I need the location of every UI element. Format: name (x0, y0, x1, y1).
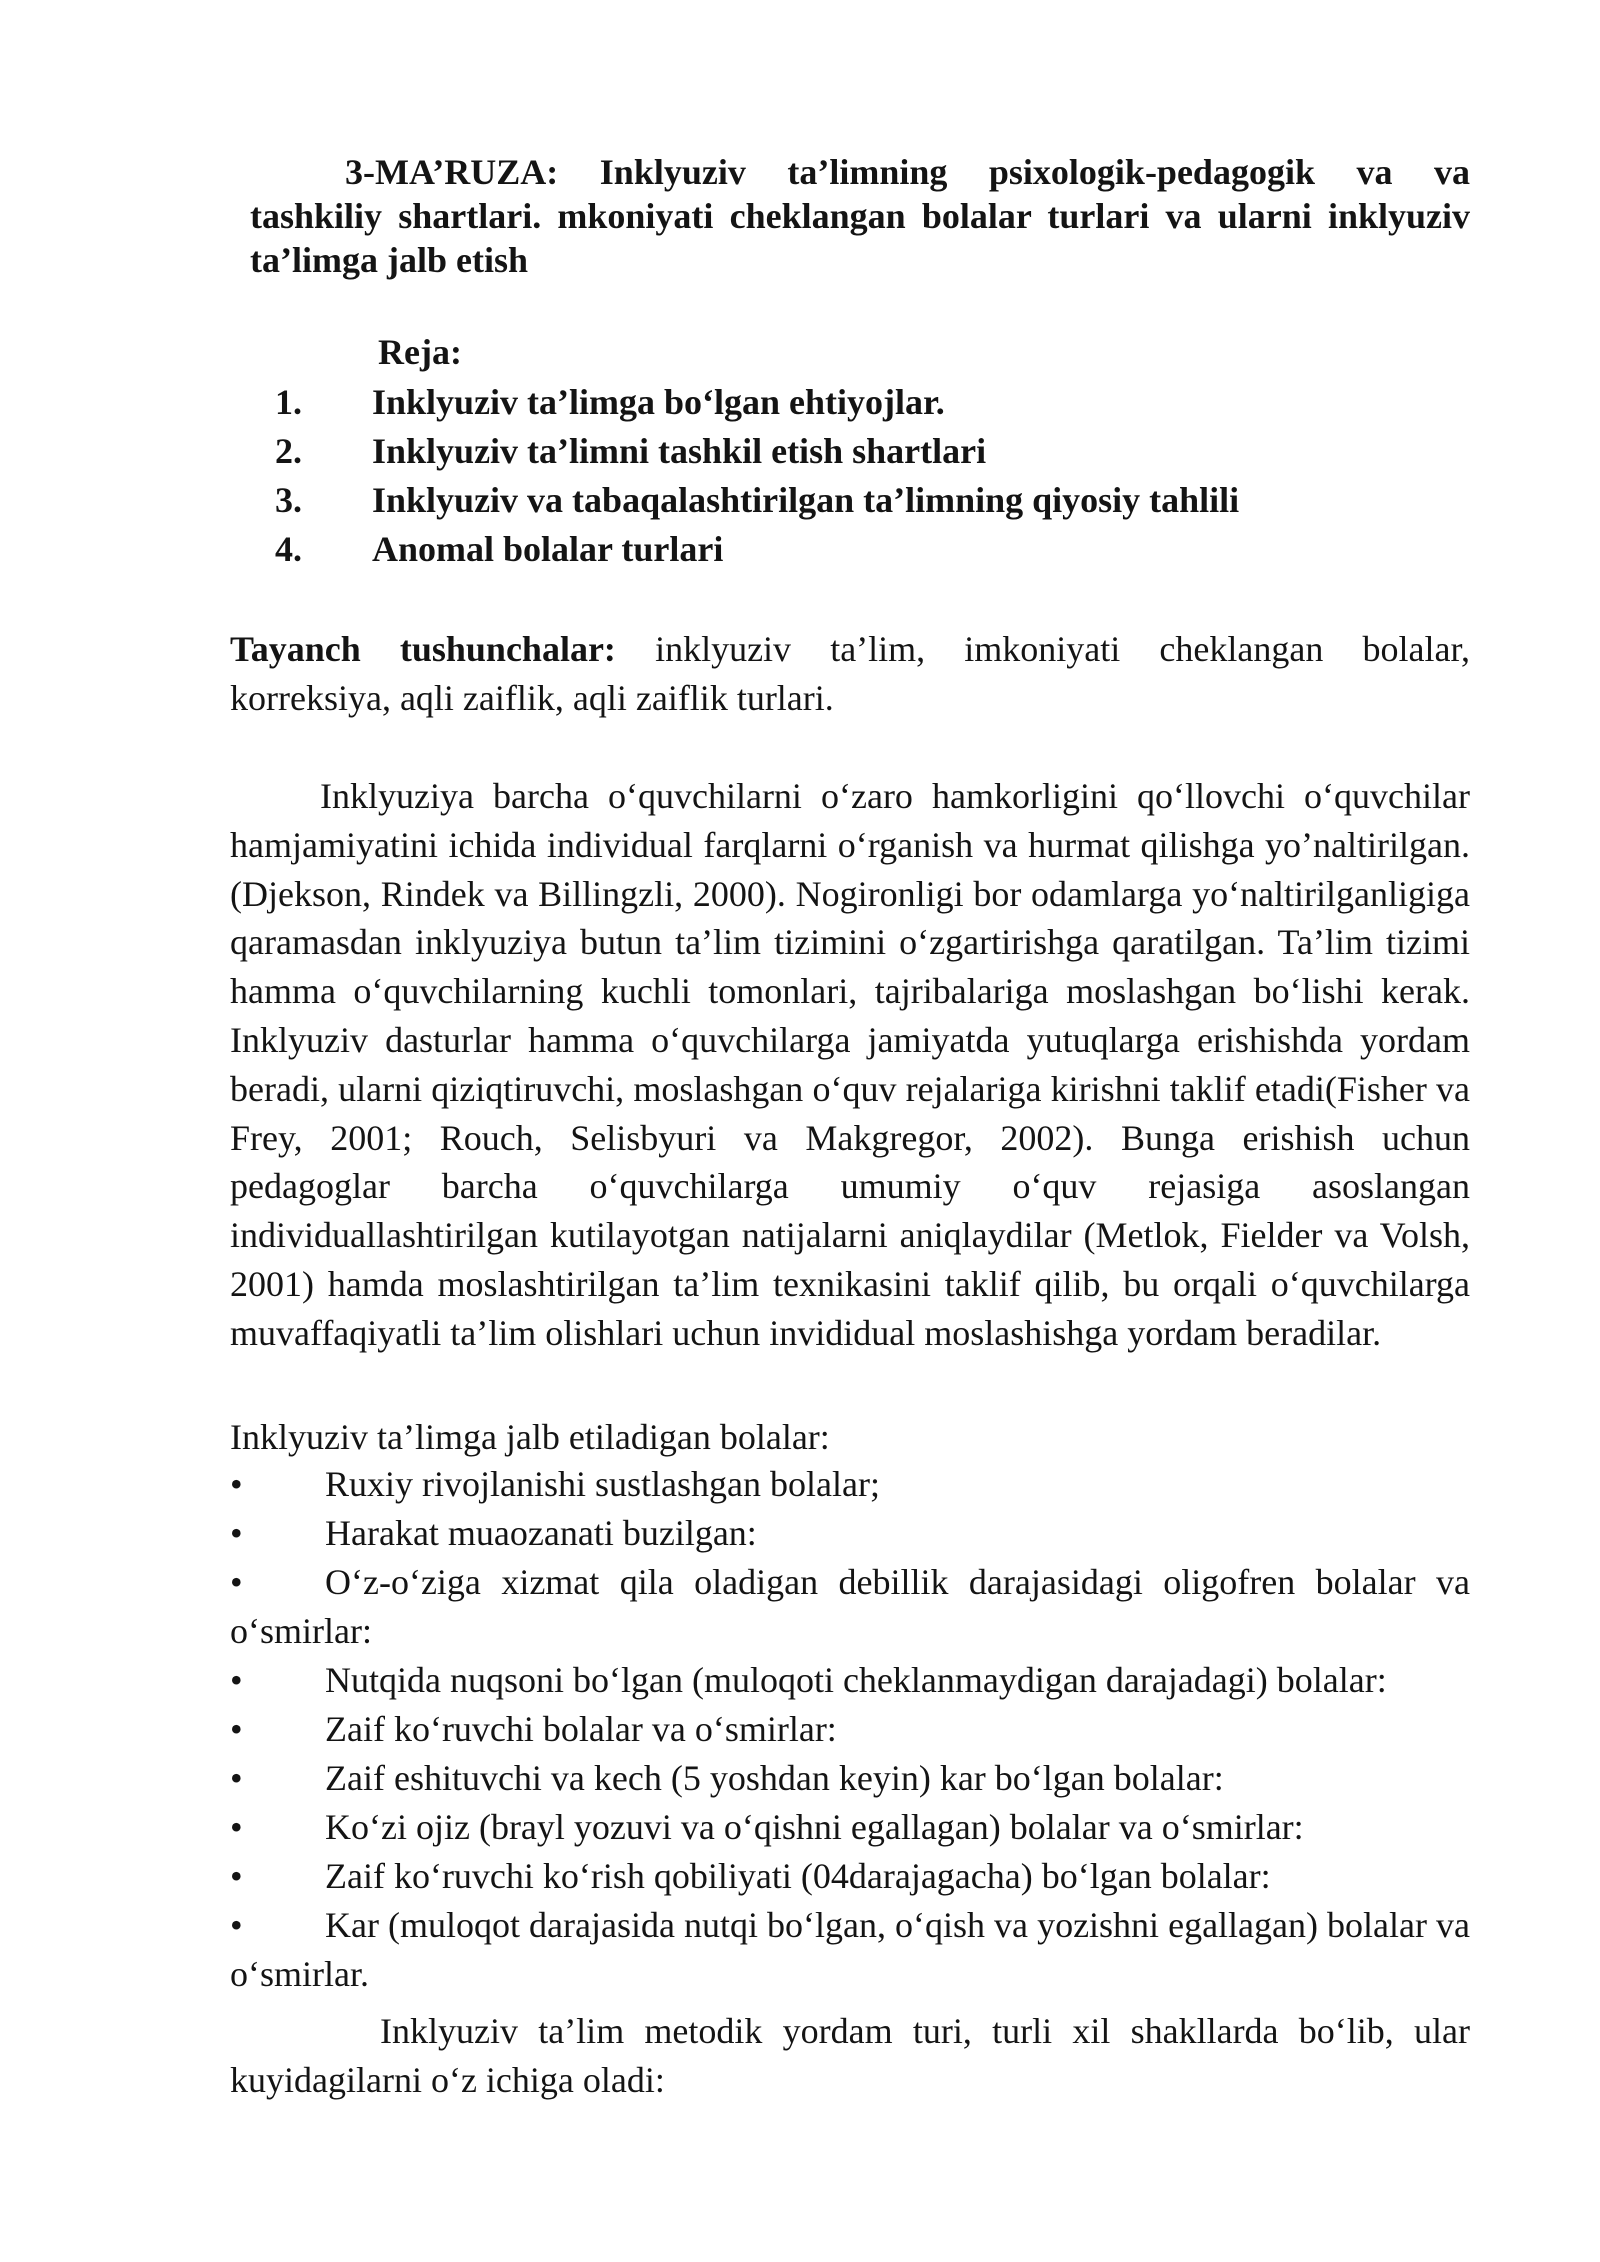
plan-item-text: Anomal bolalar turlari (372, 529, 724, 569)
plan-list (275, 378, 1475, 574)
list-item-text: Zaif ko‘ruvchi bolalar va o‘smirlar: (325, 1709, 837, 1749)
bullet-icon: • (230, 1562, 243, 1602)
bullet-icon: • (230, 1905, 243, 1945)
body-paragraph-1: Inklyuziya barcha o‘quvchilarni o‘zaro hamkorligini qo‘llovchi o‘quvchilar hamjamiyatini ichida individual farqlarni o‘rganish va hurmat qilishga yo’naltirilgan. (Djekson, Rindek va Billingzli, 2000). Nogironligi bor odamlarga yo‘naltirilganligiga qaramasdan inklyuziya butun ta’lim tizimini o‘zgartirishga qaratilgan. Ta’lim tizimi hamma o‘quvchilarning kuchli tomonlari, tajribalariga moslashgan bo‘lishi kerak. Inklyuziv dasturlar hamma o‘quvchilarga jamiyatda yutuqlarga erishishda yordam beradi, ularni qiziqtiruvchi, moslashgan o‘quv rejalariga kirishni taklif etadi(Fisher va Frey, 2001; Rouch, Selisbyuri va Makgregor, 2002). Bunga erishish uchun pedagoglar barcha o‘quvchilarga umumiy o‘quv rejasiga asoslangan individuallashtirilgan kutilayotgan natijalarni aniqlaydilar (Metlok, Fielder va Volsh, 2001) hamda moslashtirilgan ta’lim texnikasini taklif qilib, bu orqali o‘quvchilarga muvaffaqiyatli ta’lim olishlari uchun invididual moslashishga yordam beradilar. (230, 776, 1470, 1353)
list-item (230, 1754, 1470, 1803)
list-item (230, 1803, 1470, 1852)
body-paragraph-2: Inklyuziv ta’lim metodik yordam turi, turli xil shakllarda bo‘lib, ular kuyidagilarni o‘z ichiga oladi: (230, 2011, 1470, 2100)
list-item (230, 1509, 1470, 1558)
title-line-2: tashkiliy shartlari. mkoniyati cheklangan bolalar turlari va ularni inklyuziv ta’limga jalb etish (250, 196, 1470, 280)
plan-item-number: 2. (275, 431, 302, 471)
plan-item-number: 1. (275, 382, 302, 422)
list-item-text: Nutqida nuqsoni bo‘lgan (muloqoti cheklanmaydigan darajadagi) bolalar: (325, 1660, 1387, 1700)
key-concepts-text-1: inklyuziv ta’lim, imkoniyati cheklangan bolalar, (615, 629, 1470, 669)
list-item-text: Ruxiy rivojlanishi sustlashgan bolalar; (325, 1464, 880, 1504)
title-line-1: 3-MA’RUZA: Inklyuziv ta’limning psixologik-pedagogik va va (345, 152, 1470, 192)
bullet-icon: • (230, 1807, 243, 1847)
list-item (230, 1705, 1470, 1754)
list-item-text: Ko‘zi ojiz (brayl yozuvi va o‘qishni egallagan) bolalar va o‘smirlar: (325, 1807, 1304, 1847)
list-item (230, 1852, 1470, 1901)
plan-item (275, 525, 1475, 574)
plan-item-number: 3. (275, 480, 302, 520)
plan-item-number: 4. (275, 529, 302, 569)
list-item-text: Zaif ko‘ruvchi ko‘rish qobiliyati (04darajagacha) bo‘lgan bolalar: (325, 1856, 1271, 1896)
key-concepts-text-2: korreksiya, aqli zaiflik, aqli zaiflik turlari. (230, 678, 834, 718)
key-concepts (230, 625, 1470, 723)
plan-heading: Reja: (378, 332, 462, 372)
plan-item-text: Inklyuziv ta’limga bo‘lgan ehtiyojlar. (372, 382, 945, 422)
bullet-icon: • (230, 1513, 243, 1553)
plan-item-text: Inklyuziv va tabaqalashtirilgan ta’limning qiyosiy tahlili (372, 480, 1240, 520)
plan-item (275, 378, 1475, 427)
bullet-icon: • (230, 1660, 243, 1700)
list-item-text: Zaif eshituvchi va kech (5 yoshdan keyin) kar bo‘lgan bolalar: (325, 1758, 1224, 1798)
list-item (230, 1558, 1470, 1656)
list-item (230, 1901, 1470, 1999)
list-item-text: O‘z-o‘ziga xizmat qila oladigan debillik darajasidagi oligofren bolalar va o‘smirlar: (230, 1562, 1470, 1651)
lecture-title (250, 150, 1470, 282)
children-list (230, 1460, 1470, 1999)
list-intro: Inklyuziv ta’limga jalb etiladigan bolalar: (230, 1417, 830, 1457)
list-item (230, 1460, 1470, 1509)
list-item (230, 1656, 1470, 1705)
bullet-icon: • (230, 1464, 243, 1504)
plan-item (275, 427, 1475, 476)
plan-item-text: Inklyuziv ta’limni tashkil etish shartlari (372, 431, 987, 471)
key-concepts-line-1 (230, 625, 1470, 674)
bullet-icon: • (230, 1709, 243, 1749)
list-item-text: Harakat muaozanati buzilgan: (325, 1513, 757, 1553)
bullet-icon: • (230, 1856, 243, 1896)
list-item-text: Kar (muloqot darajasida nutqi bo‘lgan, o‘qish va yozishni egallagan) bolalar va o‘smirlar. (230, 1905, 1470, 1994)
key-concepts-label: Tayanch tushunchalar: (230, 629, 616, 669)
bullet-icon: • (230, 1758, 243, 1798)
plan-item (275, 476, 1475, 525)
